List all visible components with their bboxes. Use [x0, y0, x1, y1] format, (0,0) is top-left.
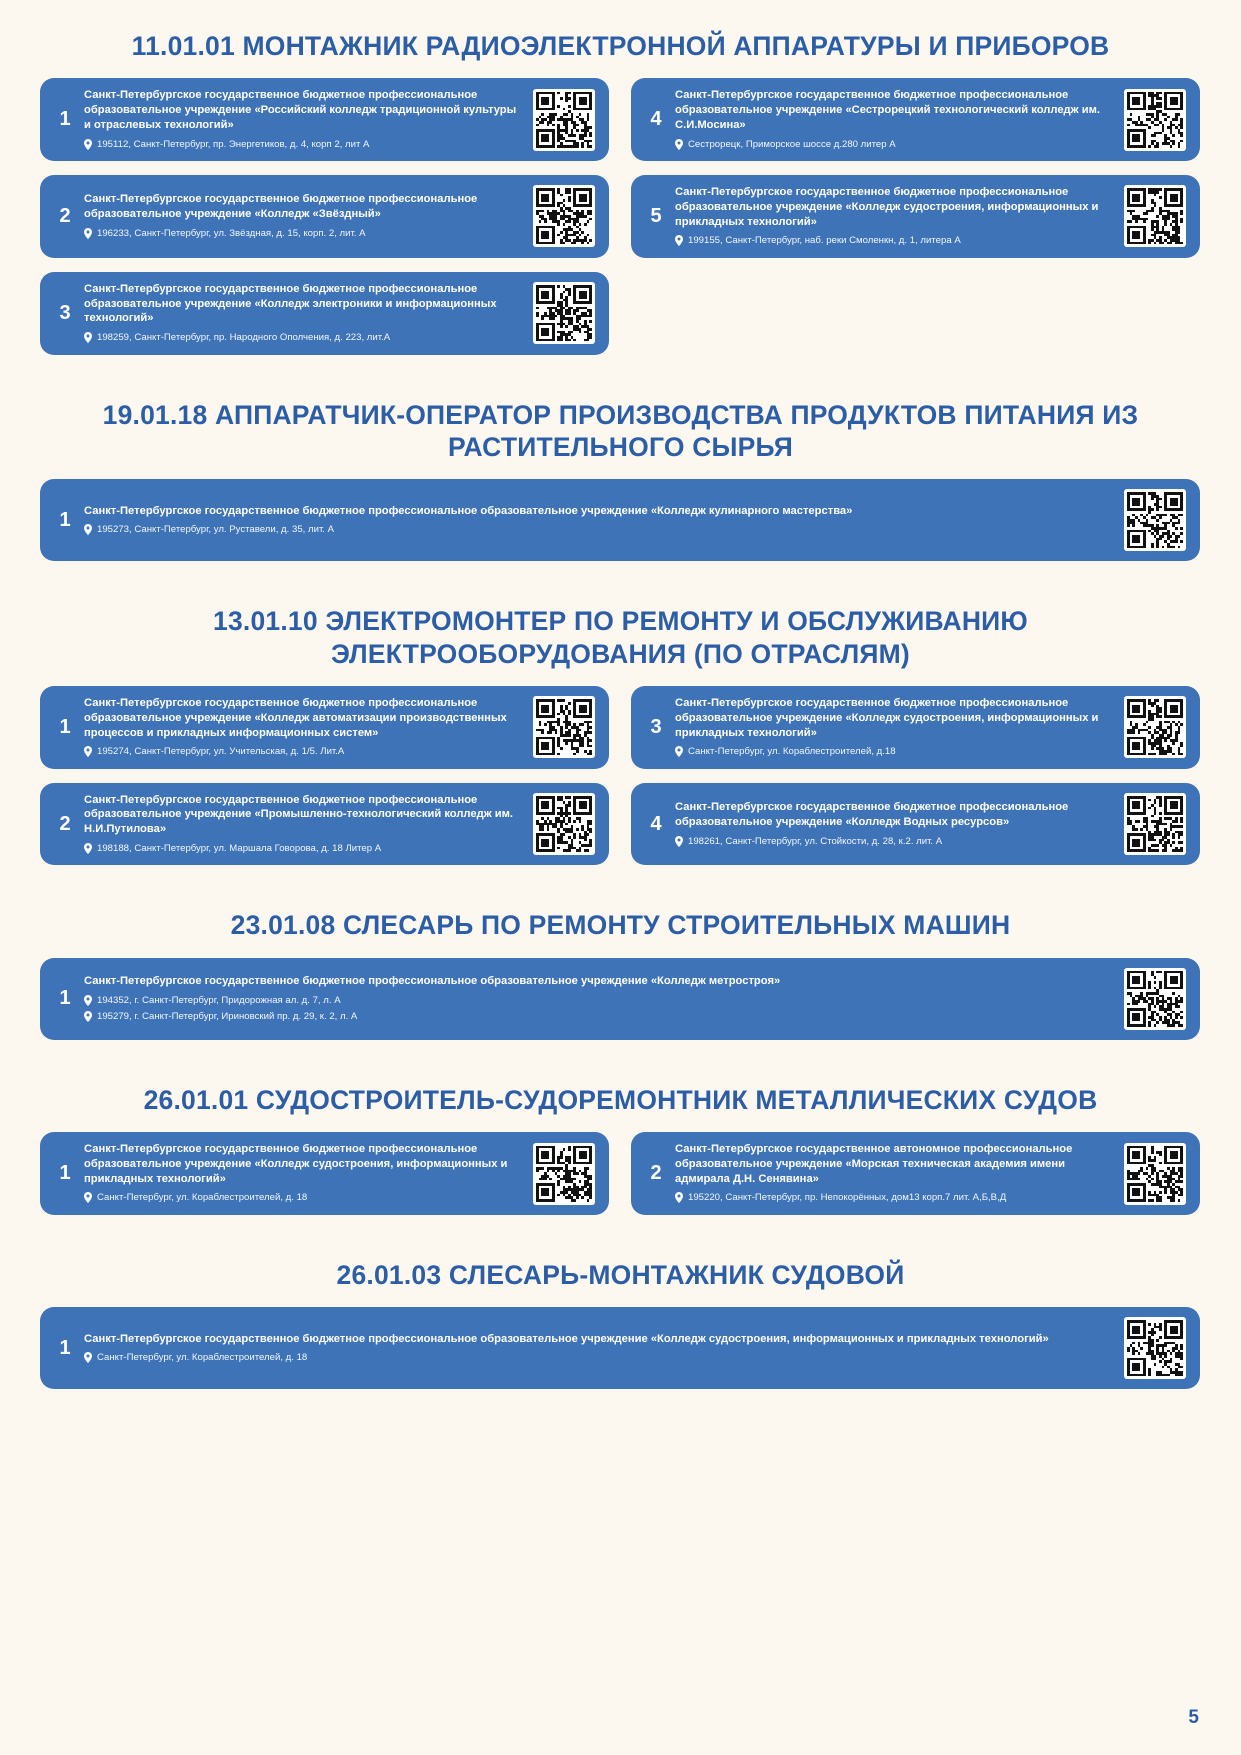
address-text: Санкт-Петербург, ул. Кораблестроителей, д.18: [688, 746, 896, 758]
college-address: [675, 138, 1114, 151]
location-pin-icon: [84, 1352, 92, 1363]
college-name: Санкт-Петербургское государственное бюджетное профессиональное образовательное учреждение «Колледж метростроя»: [84, 975, 781, 988]
address-text: 198188, Санкт-Петербург, ул. Маршала Говорова, д. 18 Литер А: [97, 843, 382, 855]
program-section: [40, 399, 1201, 562]
card-body: [80, 282, 533, 345]
card-index: 1: [59, 987, 71, 1010]
college-card[interactable]: [40, 783, 609, 866]
location-pin-icon: [84, 332, 92, 343]
college-card-list: [40, 686, 1201, 866]
college-card[interactable]: [631, 686, 1200, 769]
card-body: [671, 1142, 1124, 1205]
card-index: 1: [59, 1162, 71, 1184]
section-title: 11.01.01 МОНТАЖНИК РАДИОЭЛЕКТРОННОЙ АППАРАТУРЫ И ПРИБОРОВ: [131, 31, 1110, 61]
address-text: 195112, Санкт-Петербург, пр. Энергетиков, д. 4, корп 2, лит А: [97, 138, 370, 150]
qr-code[interactable]: [533, 793, 595, 855]
location-pin-icon: [675, 139, 683, 150]
card-body: [80, 696, 533, 759]
college-card[interactable]: [631, 78, 1200, 161]
card-index: 2: [59, 204, 71, 227]
card-index: 2: [650, 1162, 662, 1184]
college-address: [675, 234, 1114, 247]
section-title: 23.01.08 СЛЕСАРЬ ПО РЕМОНТУ СТРОИТЕЛЬНЫХ МАШИН: [230, 910, 1011, 941]
college-card[interactable]: [631, 175, 1200, 258]
qr-code[interactable]: [533, 696, 595, 758]
address-text: 198259, Санкт-Петербург, пр. Народного Ополчения, д. 223, лит.А: [97, 332, 391, 344]
qr-code[interactable]: [533, 1143, 595, 1205]
section-title: 26.01.03 СЛЕСАРЬ-МОНТАЖНИК СУДОВОЙ: [336, 1259, 905, 1290]
program-section: [40, 30, 1201, 355]
college-address: [84, 331, 523, 344]
section-spacer: [40, 361, 1201, 399]
college-address: [84, 1191, 523, 1204]
college-card[interactable]: [40, 272, 609, 355]
card-index: 2: [59, 812, 71, 835]
location-pin-icon: [84, 995, 92, 1006]
qr-code[interactable]: [1124, 489, 1186, 551]
program-section: [40, 1259, 1201, 1389]
card-body: [80, 88, 533, 151]
location-pin-icon: [675, 836, 683, 847]
college-name: Санкт-Петербургское государственное бюджетное профессиональное образовательное учреждение «Сестрорецкий технологический колледж им. С.И.Мосина»: [675, 89, 1100, 131]
college-card[interactable]: [40, 1307, 1200, 1389]
college-address: [84, 138, 523, 151]
college-name: Санкт-Петербургское государственное бюджетное профессиональное образовательное учреждение «Колледж судостроения, информационных и прикладных технологий»: [84, 1143, 508, 1185]
college-name: Санкт-Петербургское государственное автономное профессиональное образовательное учреждение «Морская техническая академия имени адмирала Д.Н. Сенявина»: [675, 1143, 1073, 1185]
college-name: Санкт-Петербургское государственное бюджетное профессиональное образовательное учреждение «Колледж электроники и информационных технологий»: [84, 282, 497, 325]
college-address: [84, 842, 523, 855]
section-title: 26.01.01 СУДОСТРОИТЕЛЬ-СУДОРЕМОНТНИК МЕТАЛЛИЧЕСКИХ СУДОВ: [143, 1084, 1098, 1115]
qr-code[interactable]: [1124, 185, 1186, 247]
location-pin-icon: [84, 139, 92, 150]
college-card[interactable]: [40, 175, 609, 258]
card-body: [671, 88, 1124, 151]
card-index: 5: [650, 204, 662, 227]
qr-code[interactable]: [1124, 696, 1186, 758]
address-text: 199155, Санкт-Петербург, наб. реки Смоленкн, д. 1, литера А: [688, 235, 961, 247]
location-pin-icon: [84, 1192, 92, 1203]
qr-code[interactable]: [1124, 968, 1186, 1030]
college-name: Санкт-Петербургское государственное бюджетное профессиональное образовательное учреждение «Колледж судостроения, информационных и прикладных технологий»: [675, 696, 1099, 739]
section-spacer: [40, 1221, 1201, 1259]
program-section: [40, 909, 1201, 1039]
qr-code[interactable]: [1124, 89, 1186, 151]
card-index: 1: [59, 508, 71, 531]
card-index: 1: [59, 715, 71, 738]
college-card[interactable]: [40, 958, 1200, 1040]
college-address: [84, 745, 523, 758]
college-name: Санкт-Петербургское государственное бюджетное профессиональное образовательное учреждение «Колледж кулинарного мастерства»: [84, 504, 853, 517]
college-address: [84, 523, 1114, 536]
section-spacer: [40, 1395, 1201, 1421]
college-name: Санкт-Петербургское государственное бюджетное профессиональное образовательное учреждение «Колледж судостроения, информационных и прикладных технологий»: [84, 1332, 1049, 1345]
college-name: Санкт-Петербургское государственное бюджетное профессиональное образовательное учреждение «Колледж «Звёздный»: [84, 193, 478, 221]
section-title: 19.01.18 АППАРАТЧИК-ОПЕРАТОР ПРОИЗВОДСТВА ПРОДУКТОВ ПИТАНИЯ ИЗ РАСТИТЕЛЬНОГО СЫРЬЯ: [102, 399, 1139, 462]
location-pin-icon: [84, 843, 92, 854]
college-card-list: [40, 479, 1201, 561]
college-card[interactable]: [40, 479, 1200, 561]
college-name: Санкт-Петербургское государственное бюджетное профессиональное образовательное учреждение «Колледж автоматизации производственных процессов и прикладных информационных систем»: [84, 696, 507, 739]
college-card-list: [40, 1307, 1201, 1389]
college-address: [675, 1191, 1114, 1204]
college-card-list: [40, 78, 1201, 354]
address-text: 195273, Санкт-Петербург, ул. Руставели, д. 35, лит. А: [97, 524, 335, 536]
card-index: 3: [59, 301, 71, 324]
address-text: 195274, Санкт-Петербург, ул. Учительская, д. 1/5. Лит.А: [97, 746, 345, 758]
college-name: Санкт-Петербургское государственное бюджетное профессиональное образовательное учреждение «Колледж судостроения, информационных и прикладных технологий»: [675, 186, 1099, 228]
qr-code[interactable]: [1124, 1317, 1186, 1379]
college-card[interactable]: [40, 78, 609, 161]
address-text: 195220, Санкт-Петербург, пр. Непокорённых, дом13 корп.7 лит. А,Б,В,Д: [688, 1192, 1007, 1204]
qr-code[interactable]: [533, 185, 595, 247]
college-address: [675, 835, 1114, 848]
qr-code[interactable]: [1124, 1143, 1186, 1205]
section-spacer: [40, 1046, 1201, 1084]
sections-container: [40, 30, 1201, 1421]
card-body: [80, 192, 533, 240]
card-body: [80, 793, 533, 856]
address-text: 196233, Санкт-Петербург, ул. Звёздная, д. 15, корп. 2, лит. А: [97, 228, 366, 240]
college-address: [84, 227, 523, 240]
location-pin-icon: [84, 228, 92, 239]
address-text: Санкт-Петербург, ул. Кораблестроителей, д. 18: [97, 1352, 308, 1364]
card-index: 1: [59, 1336, 71, 1359]
address-text: Санкт-Петербург, ул. Кораблестроителей, д. 18: [97, 1192, 308, 1204]
college-card[interactable]: [40, 1132, 609, 1215]
location-pin-icon: [84, 746, 92, 757]
college-address: [84, 1010, 1114, 1023]
section-title: 13.01.10 ЭЛЕКТРОМОНТЕР ПО РЕМОНТУ И ОБСЛУЖИВАНИЮ ЭЛЕКТРООБОРУДОВАНИЯ (ПО ОТРАСЛЯМ): [213, 606, 1028, 669]
college-address: [84, 994, 1114, 1007]
location-pin-icon: [675, 746, 683, 757]
college-card[interactable]: [40, 686, 609, 769]
qr-code[interactable]: [533, 282, 595, 344]
location-pin-icon: [84, 1011, 92, 1022]
card-index: 4: [650, 108, 662, 131]
address-text: 195279, г. Санкт-Петербург, Ириновский пр. д. 29, к. 2, л. А: [97, 1010, 358, 1022]
card-body: [671, 800, 1124, 848]
card-body: [80, 1332, 1124, 1365]
section-spacer: [40, 871, 1201, 909]
college-name: Санкт-Петербургское государственное бюджетное профессиональное образовательное учреждение «Колледж Водных ресурсов»: [675, 801, 1069, 828]
card-body: [80, 974, 1124, 1023]
college-address: [84, 1351, 1114, 1364]
section-spacer: [40, 567, 1201, 605]
program-section: [40, 1084, 1201, 1215]
card-body: [671, 696, 1124, 759]
address-text: 198261, Санкт-Петербург, ул. Стойкости, д. 28, к.2. лит. А: [688, 835, 943, 847]
program-section: [40, 605, 1201, 865]
page-number: 5: [1188, 1707, 1199, 1728]
college-card-list: [40, 958, 1201, 1040]
college-name: Санкт-Петербургское государственное бюджетное профессиональное образовательное учреждение «Промышленно-технологический колледж им. Н.И.Путилова»: [84, 793, 514, 836]
college-card-list: [40, 1132, 1201, 1215]
qr-code[interactable]: [1124, 793, 1186, 855]
college-address: [675, 745, 1114, 758]
address-text: 194352, г. Санкт-Петербург, Придорожная ал. д. 7, л. А: [97, 995, 341, 1007]
qr-code[interactable]: [533, 89, 595, 151]
location-pin-icon: [675, 1192, 683, 1203]
card-index: 1: [59, 108, 71, 131]
card-body: [80, 1142, 533, 1205]
college-card[interactable]: [631, 1132, 1200, 1215]
address-text: Сестрорецк, Приморское шоссе д.280 литер А: [688, 138, 896, 150]
card-body: [671, 185, 1124, 248]
location-pin-icon: [84, 524, 92, 535]
college-name: Санкт-Петербургское государственное бюджетное профессиональное образовательное учреждение «Российский колледж традиционной культуры и отраслевых технологий»: [84, 89, 517, 131]
card-index: 4: [650, 812, 662, 835]
card-index: 3: [650, 715, 662, 738]
college-card[interactable]: [631, 783, 1200, 866]
card-body: [80, 504, 1124, 537]
location-pin-icon: [675, 235, 683, 246]
